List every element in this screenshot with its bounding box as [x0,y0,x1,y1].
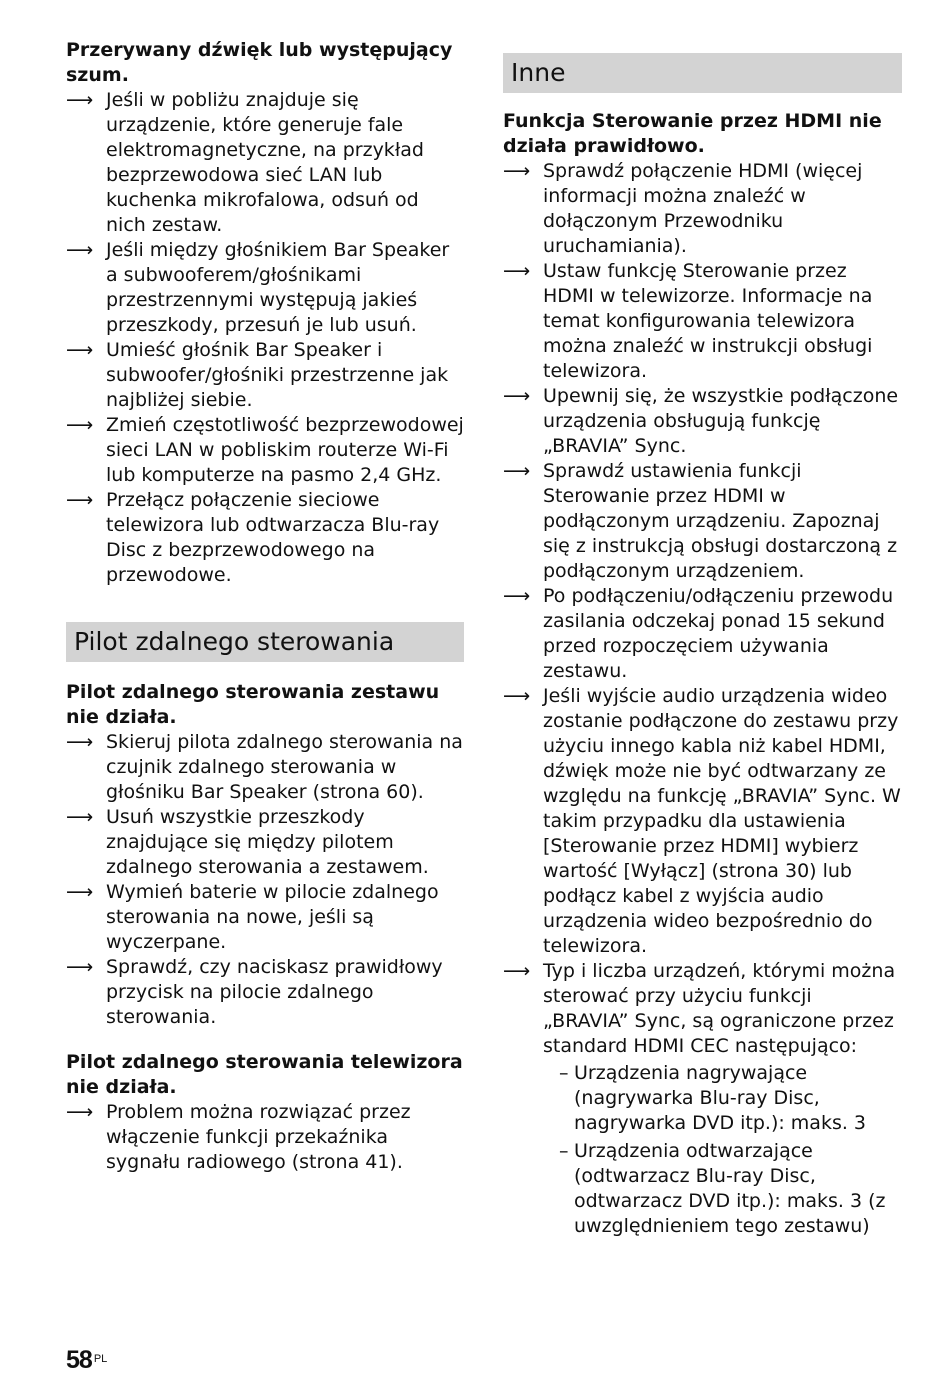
arrow-icon: ⟶ [66,806,94,828]
list-item: ⟶ Ustaw funkcję Sterowanie przez HDMI w telewizorze. Informacje na temat konfigurowania telewizora można znaleźć w instrukcji obsługi telewizora. [503,260,873,382]
noise-heading: Przerywany dźwięk lub występujący szum. [66,39,453,86]
arrow-icon: ⟶ [66,414,94,436]
arrow-icon: ⟶ [503,585,531,607]
list-item: ⟶ Umieść głośnik Bar Speaker i subwoofer/głośniki przestrzenne jak najbliżej siebie. [66,339,449,411]
arrow-icon: ⟶ [66,89,94,111]
list-item: ⟶ Sprawdź ustawienia funkcji Sterowanie przez HDMI w podłączonym urządzeniu. Zapoznaj się z instrukcją obsługi dostarczoną z podłączonym urządzeniem. [503,460,898,582]
arrow-icon: ⟶ [66,1101,94,1123]
left-column [66,38,464,1175]
arrow-icon: ⟶ [503,385,531,407]
remote-system-list [66,730,464,1030]
section-title-remote: Pilot zdalnego sterowania [66,622,464,662]
arrow-icon: ⟶ [66,956,94,978]
remote-system-heading: Pilot zdalnego sterowania zestawu nie działa. [66,681,440,728]
arrow-icon: ⟶ [66,881,94,903]
arrow-icon: ⟶ [503,960,531,982]
list-item: ⟶ Jeśli wyjście audio urządzenia wideo zostanie podłączone do zestawu przy użyciu innego kabla niż kabel HDMI, dźwięk może nie być odtwarzany ze względu na funkcję „BRAVIA” Sync. W takim przypadku dla ustawienia [Sterowanie przez HDMI] wybierz wartość [Wyłącz] (strona 30) lub podłącz kabel z wyjścia audio urządzenia wideo bezpośrednio do telewizora. [503,685,901,957]
list-item: ⟶ Po podłączeniu/odłączeniu przewodu zasilania odczekaj ponad 15 sekund przed rozpoczęciem używania zestawu. [503,585,894,682]
list-item: ⟶ Wymień baterie w pilocie zdalnego sterowania na nowe, jeśli są wyczerpane. [66,881,439,953]
list-item: ⟶ Usuń wszystkie przeszkody znajdujące się między pilotem zdalnego sterowania a zestawem. [66,806,429,878]
right-column [503,53,902,1242]
list-item: ⟶ Jeśli w pobliżu znajduje się urządzenie, które generuje fale elektromagnetyczne, na przykład bezprzewodowa sieć LAN lub kuchenka mikrofalowa, odsuń od nich zestaw. [66,89,424,236]
list-item: ⟶ Przełącz połączenie sieciowe telewizora lub odtwarzacza Blu-ray Disc z bezprzewodowego na przewodowe. [66,489,440,586]
cec-limits-list [543,1061,902,1239]
list-item: ⟶ Sprawdź połączenie HDMI (więcej informacji można znaleźć w dołączonym Przewodniku uruchamiania). [503,160,863,257]
list-item: ⟶ Skieruj pilota zdalnego sterowania na czujnik zdalnego sterowania w głośniku Bar Speaker (strona 60). [66,731,463,803]
page-number: 58 $_{PL}$ [66,1346,108,1374]
remote-tv-heading: Pilot zdalnego sterowania telewizora nie działa. [66,1051,463,1098]
arrow-icon: ⟶ [66,239,94,261]
arrow-icon: ⟶ [503,260,531,282]
arrow-icon: ⟶ [66,339,94,361]
section-title-other: Inne [503,53,902,93]
list-item: ⟶ Sprawdź, czy naciskasz prawidłowy przycisk na pilocie zdalnego sterowania. [66,956,443,1028]
language-code: PL [93,1353,108,1365]
hdmi-heading: Funkcja Sterowanie przez HDMI nie działa prawidłowo. [503,110,882,157]
arrow-icon: ⟶ [66,731,94,753]
remote-tv-list [66,1100,464,1175]
arrow-icon: ⟶ [503,685,531,707]
arrow-icon: ⟶ [66,489,94,511]
list-item: ⟶ Upewnij się, że wszystkie podłączone urządzenia obsługują funkcję „BRAVIA” Sync. [503,385,899,457]
arrow-icon: ⟶ [503,160,531,182]
list-item: ⟶ Problem można rozwiązać przez włączenie funkcji przekaźnika sygnału radiowego (strona 41). [66,1101,411,1173]
arrow-icon: ⟶ [503,460,531,482]
dash-icon: – [559,1062,569,1084]
dash-icon: – [559,1140,569,1162]
list-item: ⟶ Typ i liczba urządzeń, którymi można sterować przy użyciu funkcji „BRAVIA” Sync, są ograniczone przez standard HDMI CEC następująco: – Urządzenia nagrywające (nagrywarka Blu-ray Disc, nagrywarka DVD itp.): maks. 3 – Urządzenia odtwarzające (odtwarzacz Blu-ray Disc, odtwarzacz DVD itp.): maks. 3 (z uwzględnieniem tego zestawu) [503,959,902,1239]
list-item: ⟶ Zmień częstotliwość bezprzewodowej sieci LAN w pobliskim routerze Wi-Fi lub komputerze na pasmo 2,4 GHz. [66,414,464,486]
sub-list-item: – Urządzenia nagrywające (nagrywarka Blu-ray Disc, nagrywarka DVD itp.): maks. 3 [559,1062,867,1134]
list-item: ⟶ Jeśli między głośnikiem Bar Speaker a subwooferem/głośnikami przestrzennymi występują jakieś przeszkody, przesuń je lub usuń. [66,239,450,336]
sub-list-item: – Urządzenia odtwarzające (odtwarzacz Blu-ray Disc, odtwarzacz DVD itp.): maks. 3 (z uwzględnieniem tego zestawu) [559,1140,886,1237]
hdmi-list [503,159,902,1239]
noise-list [66,88,464,588]
